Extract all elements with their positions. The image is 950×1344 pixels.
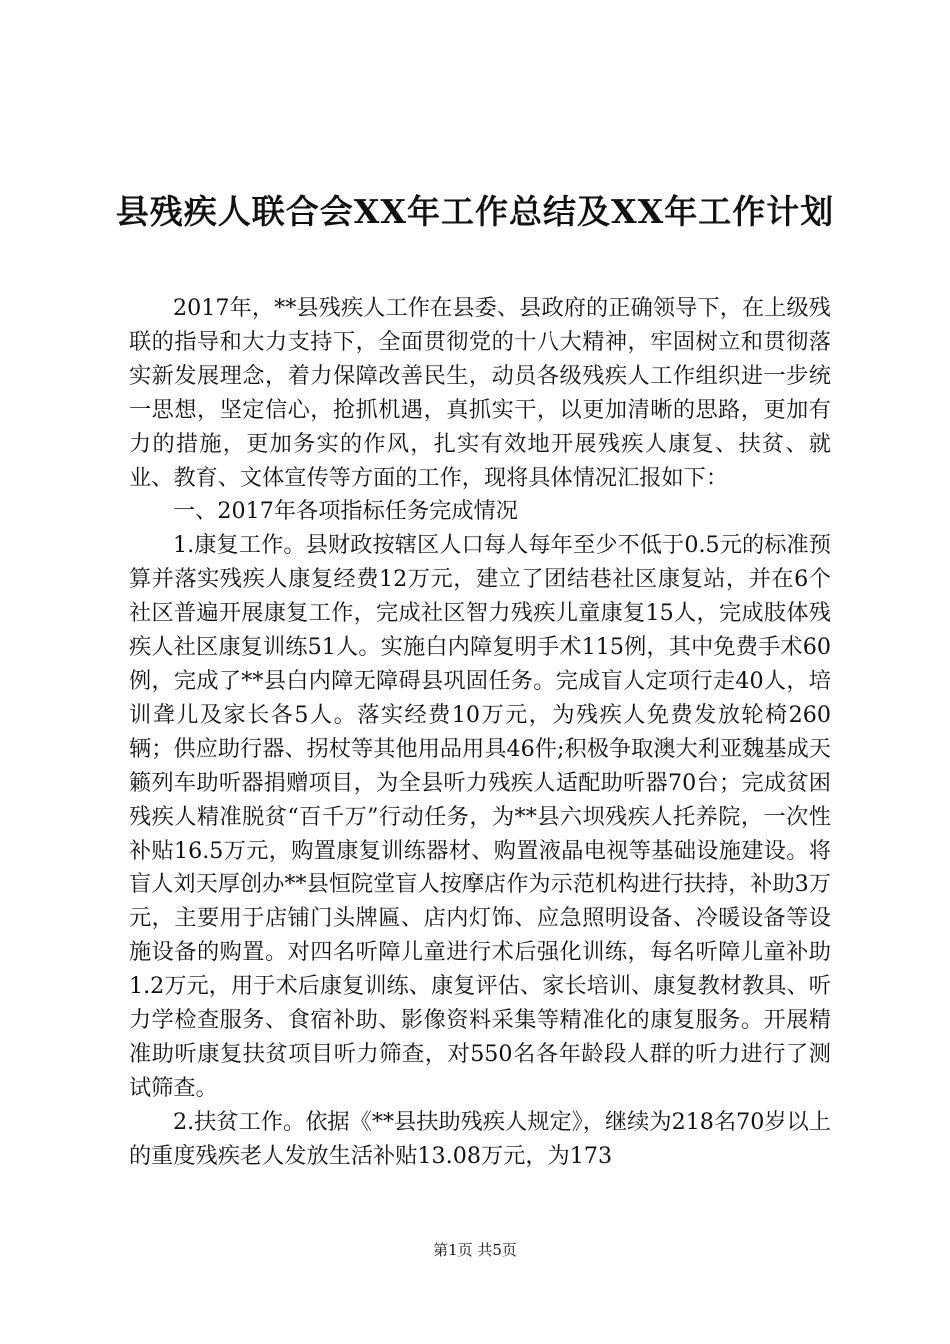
page-footer: 第1页 共5页 <box>433 1241 517 1259</box>
document-title: 县残疾人联合会XX年工作总结及XX年工作计划 <box>115 192 835 231</box>
paragraph-intro: 2017年，**县残疾人工作在县委、县政府的正确领导下，在上级残联的指导和大力支持下，全面贯彻党的十八大精神，牢固树立和贯彻落实新发展理念，着力保障改善民生，动员各级残疾人工作组织进一步统一思想，坚定信心，抢抓机遇，真抓实干，以更加清晰的思路，更加有力的措施，更加务实的作风，扎实有效地开展残疾人康复、扶贫、就业、教育、文体宣传等方面的工作，现将具体情况汇报如下： <box>129 295 831 491</box>
section-heading: 一、2017年各项指标任务完成情况 <box>173 498 518 525</box>
document-body <box>129 292 831 1174</box>
paragraph-rehabilitation: 1.康复工作。县财政按辖区人口每人每年至少不低于0.5元的标准预算并落实残疾人康复经费12万元，建立了团结巷社区康复站，并在6个社区普遍开展康复工作，完成社区智力残疾儿童康复15人，完成肢体残疾人社区康复训练51人。实施白内障复明手术115例，其中免费手术60例，完成了**县白内障无障碍县巩固任务。完成盲人定项行走40人，培训聋儿及家长各5人。落实经费10万元，为残疾人免费发放轮椅260辆；供应助行器、拐杖等其他用品用具46件;积极争取澳大利亚魏基成天籁列车助听器捐赠项目，为全县听力残疾人适配助听器70台；完成贫困残疾人精准脱贫“百千万”行动任务，为**县六坝残疾人托养院，一次性补贴16.5万元，购置康复训练器材、购置液晶电视等基础设施建设。将盲人刘天厚创办**县恒院堂盲人按摩店作为示范机构进行扶持，补助3万元，主要用于店铺门头牌匾、店内灯饰、应急照明设备、冷暖设备等设施设备的购置。对四名听障儿童进行术后强化训练，每名听障儿童补助1.2万元，用于术后康复训练、康复评估、家长培训、康复教材教具、听力学检查服务、食宿补助、影像资料采集等精准化的康复服务。开展精准助听康复扶贫项目听力筛查，对550名各年龄段人群的听力进行了测试筛查。 <box>129 532 831 1101</box>
paragraph-poverty-relief: 2.扶贫工作。依据《**县扶助残疾人规定》，继续为218名70岁以上的重度残疾老人发放生活补贴13.08万元，为173 <box>129 1108 831 1169</box>
